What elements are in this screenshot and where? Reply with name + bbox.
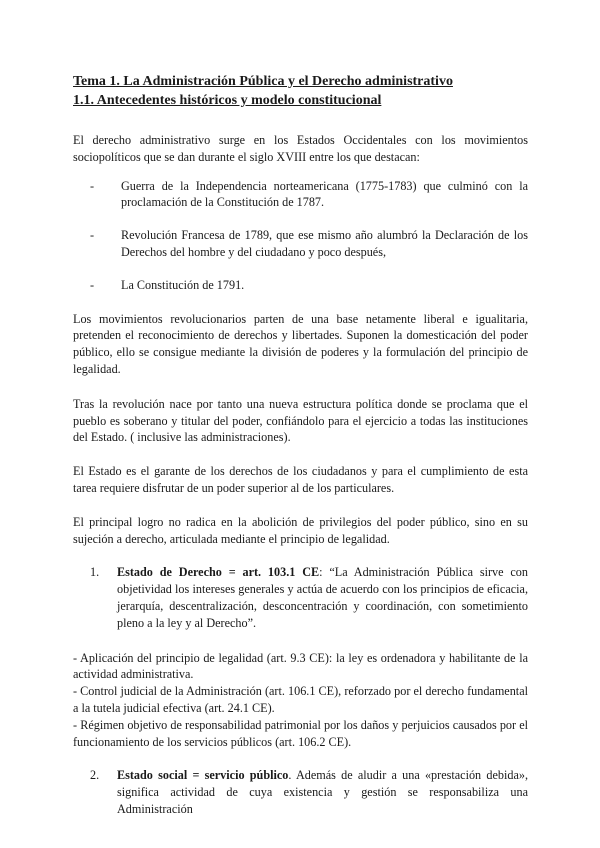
dash-marker: - [90,178,95,193]
numbered-item-bold: Estado social = servicio público [117,768,289,783]
section-subtitle: 1.1. Antecedentes históricos y modelo constitucional [73,93,382,108]
numbered-item-1 [90,564,528,631]
document-title: Tema 1. La Administración Pública y el Derecho administrativo [73,74,453,89]
numbered-item-body: : “La Administración Pública sirve con objetividad los intereses generales y actúa de acuerdo con los principios de eficacia, jerarquía, descentralización, desconcentración y coordinación, con sometimiento pleno a la ley y al Derecho”. [117,565,528,630]
numbered-item-bold: Estado de Derecho = art. 103.1 CE [117,565,320,580]
paragraph-state-guarantor: El Estado es el garante de los derechos de los ciudadanos y para el cumplimiento de esta tarea requiere disfrutar de un poder superior al de los particulares. [73,464,528,495]
number-marker: 2. [90,768,100,783]
list-item-event-2 [90,227,528,261]
list-item-event-1 [90,178,528,212]
number-marker: 1. [90,565,100,580]
intro-paragraph: El derecho administrativo surge en los Estados Occidentales con los movimientos sociopolíticos que se dan durante el siglo XVIII entre los que destacan: [73,133,528,164]
sub-point-legality: - Aplicación del principio de legalidad (art. 9.3 CE): la ley es ordenadora y habilitante de la actividad administrativa. [73,650,528,682]
numbered-item-text [117,767,528,817]
paragraph-new-structure: Tras la revolución nace por tanto una nueva estructura política donde se proclama que el pueblo es soberano y titular del poder, confiándolo para el ejercicio a todas las instituciones del Estado. ( inclusive las administraciones). [73,396,528,445]
numbered-item-text [117,564,528,631]
dash-marker: - [90,277,95,292]
paragraph-revolutions: Los movimientos revolucionarios parten de una base netamente liberal e igualitaria, pretenden el reconocimiento de derechos y libertades. Suponen la domesticación del poder público, ello se consigue mediante la división de poderes y la formulación del principio de legalidad. [73,311,528,376]
numbered-item-body: . Además de aludir a una «prestación debida», significa actividad de cuya existencia y gestión se responsabiliza una Administración [117,768,528,816]
numbered-item-2 [90,767,528,817]
document-page [73,72,528,818]
sub-point-judicial-control: - Control judicial de la Administración (art. 106.1 CE), reforzado por el derecho fundamental a la tutela judicial efectiva (art. 24.1 CE). [73,684,528,715]
list-item-text: La Constitución de 1791. [121,277,245,292]
list-item-text: Revolución Francesa de 1789, que ese mismo año alumbró la Declaración de los Derechos del hombre y del ciudadano y poco después, [121,228,528,259]
list-item-text: Guerra de la Independencia norteamericana (1775-1783) que culminó con la proclamación de la Constitución de 1787. [121,178,528,210]
sub-point-liability: - Régimen objetivo de responsabilidad patrimonial por los daños y perjuicios causados por el funcionamiento de los servicios públicos (art. 106.2 CE). [73,717,528,749]
list-item-event-3 [90,277,528,294]
dash-marker: - [90,228,95,243]
paragraph-main-achievement: El principal logro no radica en la abolición de privilegios del poder público, sino en su sujeción a derecho, articulada mediante el principio de legalidad. [73,514,528,546]
